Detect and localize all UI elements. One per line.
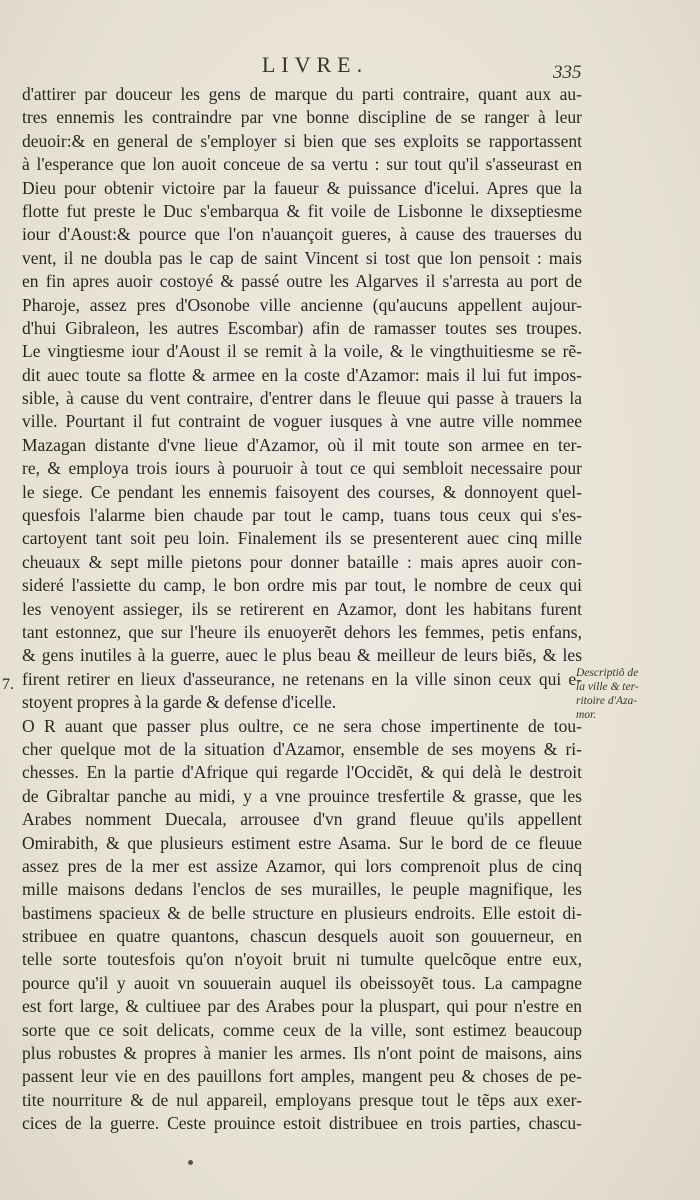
text-line: cheuaux & sept mille pietons pour donner bataille : mais apres auoir con- bbox=[22, 551, 582, 572]
text-line: tite nourriture & de nul appareil, employans presque tout le tẽps aux exer- bbox=[22, 1089, 582, 1110]
text-line: est fort large, & cultiuee par des Arabes pour la pluspart, qui pour n'estre en bbox=[22, 996, 582, 1017]
text-line: Mazagan distante d'vne lieue d'Azamor, où il mit toute son armee en ter- bbox=[22, 434, 582, 455]
text-line: passent leur vie en des pauillons fort amples, mangent peu & choses de pe- bbox=[22, 1066, 582, 1087]
text-line: mille maisons dedans l'enclos de ses murailles, le peuple magnifique, les bbox=[22, 879, 582, 900]
text-line: de Gibraltar panche au midi, y a vne prouince tresfertile & grasse, que les bbox=[22, 785, 582, 806]
text-line: plus robustes & propres à manier les armes. Ils n'ont point de maisons, ains bbox=[22, 1043, 582, 1064]
text-line: en fin apres auoir costoyé & passé outre les Algarves il s'arresta au port de bbox=[22, 271, 582, 292]
text-line: sideré l'assiette du camp, le bon ordre mis par tout, le nombre de ceux qui bbox=[22, 575, 582, 596]
text-line: stoyent propres à la garde & defense d'icelle. bbox=[22, 692, 337, 713]
text-line: sorte que ce soit delicats, comme ceux de la ville, sont estimez beaucoup bbox=[22, 1019, 582, 1040]
text-line: quesfois l'alarme bien chaude par tout le camp, tuans tous ceux qui s'es- bbox=[22, 505, 582, 526]
text-line: sible, à cause du vent contraire, d'entrer dans le fleuue qui passe à trauers la bbox=[22, 388, 582, 409]
text-line: pource qu'il y auoit vn souuerain auquel ils obeissoyẽt tous. La campagne bbox=[22, 972, 582, 993]
text-line: tant estonnez, que sur l'heure ils enuoyerẽt dehors les femmes, petis enfans, bbox=[22, 621, 582, 642]
marginal-note-line: Descriptiõ de bbox=[576, 667, 639, 679]
section-number: 7. bbox=[2, 676, 14, 693]
text-line: re, & employa trois iours à pouruoir à tout ce qui sembloit necessaire pour bbox=[22, 458, 582, 479]
text-line: bastimens spacieux & de belle structure en plusieurs endroits. Elle estoit di- bbox=[22, 902, 582, 923]
text-line: telle sorte toutesfois qu'on n'oyoit bruit ni tumulte quelcõque entre eux, bbox=[22, 949, 582, 970]
text-line: tres ennemis les contraindre par vne bonne discipline de se ranger à leur bbox=[22, 107, 582, 128]
text-line: assez pres de la mer est assize Azamor, qui lors comprenoit plus de cinq bbox=[22, 855, 582, 876]
text-line: O R auant que passer plus oultre, ce ne sera chose impertinente de tou- bbox=[22, 715, 582, 736]
text-line: & gens inutiles à la guerre, auec le plus beau & meilleur de leurs biẽs, & les bbox=[22, 645, 582, 666]
text-line: dit auec toute sa flotte & armee en la coste d'Azamor: mais il lui fut impos- bbox=[22, 364, 582, 385]
marginal-note bbox=[576, 666, 694, 722]
text-line: chesses. En la partie d'Afrique qui regarde l'Occidẽt, & qui delà le destroit bbox=[22, 762, 582, 783]
text-line: Dieu pour obtenir victoire par la faueur & puissance d'icelui. Apres que la bbox=[22, 177, 582, 198]
marginal-note-line: la ville & ter- bbox=[576, 681, 639, 693]
text-line: le siege. Ce pendant les ennemis faisoyent des courses, & donnoyent quel- bbox=[22, 481, 582, 502]
text-line: Arabes nomment Duecala, arrousee d'vn grand fleuue qu'ils appellent bbox=[22, 809, 582, 830]
ornament-dot bbox=[188, 1160, 193, 1165]
page-number: 335 bbox=[553, 62, 582, 83]
text-line: firent retirer en lieux d'asseurance, ne retenans en la ville sinon ceux qui e- bbox=[22, 668, 582, 689]
text-line: vent, il ne doubla pas le cap de saint Vincent si tost que lon pensoit : mais bbox=[22, 247, 582, 268]
text-line: d'attirer par douceur les gens de marque du parti contraire, quant aux au- bbox=[22, 84, 582, 104]
marginal-note-line: mor. bbox=[576, 709, 597, 721]
text-line: à l'esperance que lon auoit conceue de sa vertu : sur tout qu'il s'asseurast en bbox=[22, 154, 582, 175]
text-line: ville. Pourtant il fut contraint de voguer iusques à vne autre ville nommee bbox=[22, 411, 582, 432]
marginal-note-line: ritoire d'Aza- bbox=[576, 695, 638, 707]
text-line: cartoyent tant soit peu loin. Finalement ils se presenterent auec cinq mille bbox=[22, 528, 582, 549]
body-text bbox=[22, 83, 582, 1136]
text-line: d'hui Gibraleon, les autres Escombar) afin de ramasser toutes ses troupes. bbox=[22, 317, 582, 338]
text-line: iour d'Aoust:& pource que l'on n'auançoit gueres, à cause des trauerses du bbox=[22, 224, 582, 245]
text-line: Le vingtiesme iour d'Aoust il se remit à la voile, & le vingthuitiesme se rẽ- bbox=[22, 341, 582, 362]
running-title: LIVRE. bbox=[261, 52, 369, 77]
text-line: Omirabith, & que plusieurs estiment estre Asama. Sur le bord de ce fleuue bbox=[22, 832, 582, 853]
text-line: cher quelque mot de la situation d'Azamor, ensemble de ses moyens & ri- bbox=[22, 738, 582, 759]
text-line: Pharoje, assez pres d'Osonobe ville ancienne (qu'aucuns appellent aujour- bbox=[22, 294, 582, 315]
text-line: les venoyent assieger, ils se retirerent en Azamor, dont les habitans furent bbox=[22, 598, 582, 619]
text-line: deuoir:& en general de s'employer si bien que ses exploits se rapportassent bbox=[22, 130, 582, 151]
text-line: stribuee en quatre quantons, chascun desquels auoit son gouuerneur, en bbox=[22, 926, 582, 947]
text-line: cices de la guerre. Ceste prouince estoit distribuee en trois parties, chascu- bbox=[22, 1113, 582, 1134]
text-line: flotte fut preste le Duc s'embarqua & fit voile de Lisbonne le dixseptiesme bbox=[22, 200, 582, 221]
